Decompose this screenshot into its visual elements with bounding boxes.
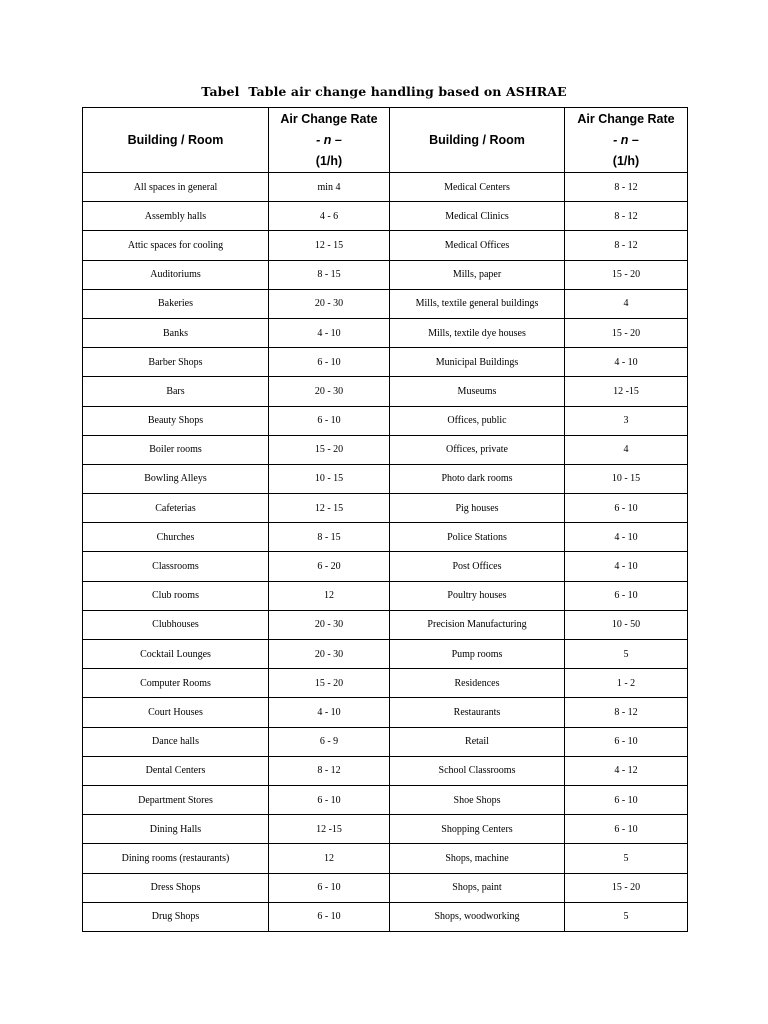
rate-right-cell: 8 - 12 — [565, 173, 688, 202]
rate-left-cell: 12 -15 — [269, 815, 390, 844]
header-rate-unit: (1/h) — [612, 153, 640, 168]
table-caption: Tabel Table air change handling based on ASHRAE — [201, 84, 567, 99]
room-left-cell: Bars — [83, 377, 269, 406]
room-left-cell: Bakeries — [83, 289, 269, 318]
rate-right-cell: 10 - 15 — [565, 464, 688, 493]
rate-right-cell: 15 - 20 — [565, 260, 688, 289]
room-left-cell: Dance halls — [83, 727, 269, 756]
rate-right-cell: 8 - 12 — [565, 698, 688, 727]
room-right-cell: Offices, private — [390, 435, 565, 464]
table-row — [83, 260, 688, 289]
table-row — [83, 815, 688, 844]
table-row — [83, 348, 688, 377]
rate-left-cell: 20 - 30 — [269, 377, 390, 406]
table-row — [83, 552, 688, 581]
rate-left-cell: 8 - 15 — [269, 260, 390, 289]
rate-right-cell: 10 - 50 — [565, 610, 688, 639]
room-left-cell: Banks — [83, 318, 269, 347]
header-building-room-right: Building / Room — [390, 108, 565, 173]
table-row — [83, 844, 688, 873]
rate-right-cell: 5 — [565, 902, 688, 931]
table-row — [83, 494, 688, 523]
table-row — [83, 289, 688, 318]
rate-right-cell: 4 - 12 — [565, 756, 688, 785]
rate-left-cell: 12 — [269, 844, 390, 873]
room-right-cell: Medical Offices — [390, 231, 565, 260]
rate-right-cell: 12 -15 — [565, 377, 688, 406]
table-row — [83, 669, 688, 698]
room-right-cell: Restaurants — [390, 698, 565, 727]
rate-left-cell: 4 - 6 — [269, 202, 390, 231]
room-right-cell: Police Stations — [390, 523, 565, 552]
room-right-cell: Shopping Centers — [390, 815, 565, 844]
table-row — [83, 464, 688, 493]
table-row — [83, 231, 688, 260]
rate-right-cell: 6 - 10 — [565, 494, 688, 523]
room-left-cell: Dining rooms (restaurants) — [83, 844, 269, 873]
room-right-cell: Mills, textile general buildings — [390, 289, 565, 318]
room-right-cell: Mills, textile dye houses — [390, 318, 565, 347]
room-left-cell: Department Stores — [83, 785, 269, 814]
header-rate-unit: (1/h) — [315, 153, 343, 168]
rate-left-cell: 6 - 20 — [269, 552, 390, 581]
table-row — [83, 202, 688, 231]
room-left-cell: All spaces in general — [83, 173, 269, 202]
rate-right-cell: 6 - 10 — [565, 785, 688, 814]
rate-left-cell: 6 - 10 — [269, 406, 390, 435]
rate-right-cell: 5 — [565, 640, 688, 669]
room-right-cell: Shops, woodworking — [390, 902, 565, 931]
rate-left-cell: 4 - 10 — [269, 698, 390, 727]
room-left-cell: Beauty Shops — [83, 406, 269, 435]
rate-left-cell: 6 - 9 — [269, 727, 390, 756]
table-row — [83, 610, 688, 639]
room-right-cell: Museums — [390, 377, 565, 406]
room-right-cell: Offices, public — [390, 406, 565, 435]
table-row — [83, 523, 688, 552]
rate-right-cell: 6 - 10 — [565, 815, 688, 844]
rate-left-cell: 8 - 15 — [269, 523, 390, 552]
rate-right-cell: 1 - 2 — [565, 669, 688, 698]
room-right-cell: Shoe Shops — [390, 785, 565, 814]
rate-right-cell: 8 - 12 — [565, 231, 688, 260]
table-row — [83, 873, 688, 902]
rate-right-cell: 4 - 10 — [565, 552, 688, 581]
room-right-cell: Municipal Buildings — [390, 348, 565, 377]
rate-left-cell: 15 - 20 — [269, 669, 390, 698]
rate-right-cell: 6 - 10 — [565, 727, 688, 756]
table-row — [83, 727, 688, 756]
room-right-cell: Retail — [390, 727, 565, 756]
rate-left-cell: 12 - 15 — [269, 494, 390, 523]
table-row — [83, 756, 688, 785]
rate-left-cell: 20 - 30 — [269, 640, 390, 669]
room-right-cell: Pig houses — [390, 494, 565, 523]
room-left-cell: Barber Shops — [83, 348, 269, 377]
rate-left-cell: 4 - 10 — [269, 318, 390, 347]
room-right-cell: Pump rooms — [390, 640, 565, 669]
room-right-cell: Precision Manufacturing — [390, 610, 565, 639]
table-row — [83, 785, 688, 814]
header-air-change-rate-left — [269, 108, 390, 173]
room-left-cell: Computer Rooms — [83, 669, 269, 698]
room-left-cell: Dress Shops — [83, 873, 269, 902]
rate-left-cell: min 4 — [269, 173, 390, 202]
header-rate-title: Air Change Rate — [577, 111, 675, 126]
room-left-cell: Clubhouses — [83, 610, 269, 639]
rate-left-cell: 12 - 15 — [269, 231, 390, 260]
table-row — [83, 581, 688, 610]
table-row — [83, 406, 688, 435]
room-left-cell: Classrooms — [83, 552, 269, 581]
table-body — [83, 173, 688, 932]
table-row — [83, 173, 688, 202]
room-left-cell: Assembly halls — [83, 202, 269, 231]
room-left-cell: Churches — [83, 523, 269, 552]
room-right-cell: Post Offices — [390, 552, 565, 581]
rate-right-cell: 3 — [565, 406, 688, 435]
room-left-cell: Cafeterias — [83, 494, 269, 523]
rate-right-cell: 4 — [565, 435, 688, 464]
table-row — [83, 698, 688, 727]
air-change-table — [82, 107, 688, 932]
room-left-cell: Bowling Alleys — [83, 464, 269, 493]
rate-right-cell: 8 - 12 — [565, 202, 688, 231]
rate-right-cell: 6 - 10 — [565, 581, 688, 610]
room-left-cell: Boiler rooms — [83, 435, 269, 464]
room-left-cell: Auditoriums — [83, 260, 269, 289]
room-right-cell: Shops, machine — [390, 844, 565, 873]
rate-left-cell: 20 - 30 — [269, 289, 390, 318]
table-header-row — [83, 108, 688, 173]
rate-right-cell: 15 - 20 — [565, 873, 688, 902]
room-left-cell: Club rooms — [83, 581, 269, 610]
rate-right-cell: 15 - 20 — [565, 318, 688, 347]
header-air-change-rate-right — [565, 108, 688, 173]
rate-right-cell: 4 - 10 — [565, 523, 688, 552]
header-rate-symbol: - n – — [613, 132, 639, 147]
rate-left-cell: 6 - 10 — [269, 902, 390, 931]
rate-left-cell: 10 - 15 — [269, 464, 390, 493]
rate-left-cell: 20 - 30 — [269, 610, 390, 639]
room-right-cell: Medical Clinics — [390, 202, 565, 231]
rate-left-cell: 6 - 10 — [269, 348, 390, 377]
rate-left-cell: 6 - 10 — [269, 873, 390, 902]
rate-left-cell: 6 - 10 — [269, 785, 390, 814]
room-right-cell: Poultry houses — [390, 581, 565, 610]
table-row — [83, 435, 688, 464]
room-left-cell: Attic spaces for cooling — [83, 231, 269, 260]
room-left-cell: Dental Centers — [83, 756, 269, 785]
room-right-cell: Residences — [390, 669, 565, 698]
header-rate-symbol: - n – — [316, 132, 342, 147]
room-left-cell: Dining Halls — [83, 815, 269, 844]
table-row — [83, 902, 688, 931]
table-row — [83, 318, 688, 347]
room-right-cell: Mills, paper — [390, 260, 565, 289]
rate-right-cell: 4 - 10 — [565, 348, 688, 377]
rate-left-cell: 15 - 20 — [269, 435, 390, 464]
room-right-cell: Shops, paint — [390, 873, 565, 902]
table-row — [83, 377, 688, 406]
header-building-room-left: Building / Room — [83, 108, 269, 173]
room-right-cell: Medical Centers — [390, 173, 565, 202]
rate-left-cell: 8 - 12 — [269, 756, 390, 785]
room-left-cell: Court Houses — [83, 698, 269, 727]
room-left-cell: Drug Shops — [83, 902, 269, 931]
rate-right-cell: 4 — [565, 289, 688, 318]
room-left-cell: Cocktail Lounges — [83, 640, 269, 669]
table-row — [83, 640, 688, 669]
rate-right-cell: 5 — [565, 844, 688, 873]
room-right-cell: School Classrooms — [390, 756, 565, 785]
rate-left-cell: 12 — [269, 581, 390, 610]
room-right-cell: Photo dark rooms — [390, 464, 565, 493]
header-rate-title: Air Change Rate — [280, 111, 378, 126]
